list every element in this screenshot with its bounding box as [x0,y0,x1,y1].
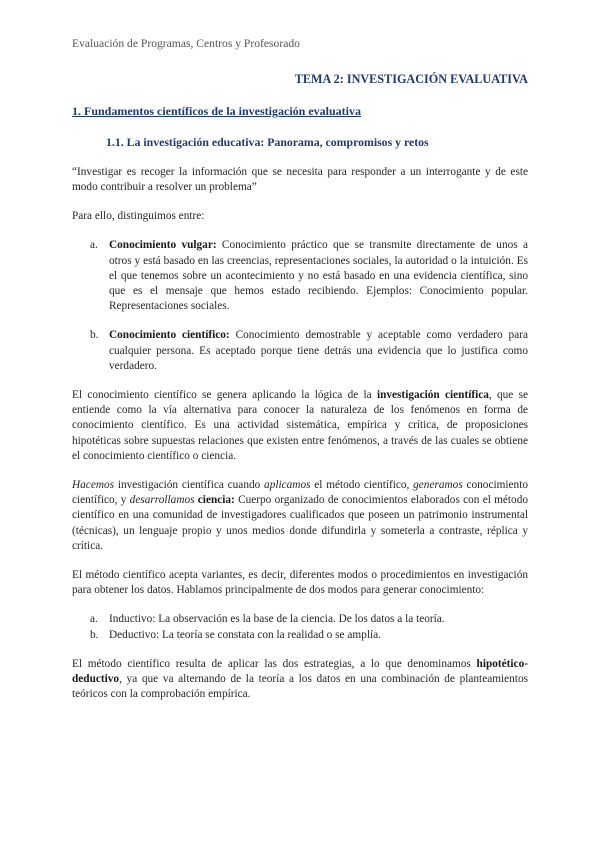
list-item [72,612,528,627]
list-text: Deductivo: La teoría se constata con la realidad o se amplía. [109,628,381,641]
method-variants-paragraph: El método científico acepta variantes, es decir, diferentes modos o procedimientos en investigación para obtener los datos. Hablamos principalmente de dos modos para generar conocimiento: [72,569,528,597]
section-title: 1. Fundamentos científicos de la investigación evaluativa [72,104,361,119]
text-run: investigación científica cuando [114,479,265,492]
bold-term: ciencia: [197,494,235,507]
text-run: El conocimiento científico se genera aplicando la lógica de la [72,389,377,402]
text-run: , ya que va alternando de la teoría a los datos en una combinación de planteamientos teóricos con la comprobación empírica. [72,673,528,701]
term-bold: Conocimiento vulgar: [109,239,217,252]
methods-list [72,612,528,642]
hypothetico-deductive-paragraph [72,657,528,703]
tema-title: TEMA 2: INVESTIGACIÓN EVALUATIVA [294,72,528,87]
knowledge-types-list [72,238,528,374]
list-item [72,328,528,374]
list-item [72,628,528,643]
list-marker: b. [90,329,99,342]
running-header: Evaluación de Programas, Centros y Profesorado [72,37,300,50]
list-marker: a. [90,613,98,626]
list-marker: b. [90,628,99,641]
term-definition: Conocimiento práctico que se transmite directamente de unos a otros y está basado en las creencias, representaciones sociales, la autoridad o la intuición. Es el que tenemos sobre un acontecimiento y no está basado en una evidencia científica, sino que es el mensaje que hemos estado recibiendo. Ejemplos: Conocimiento popular. Representaciones sociales. [109,239,528,313]
italic-term: aplicamos [264,479,311,492]
text-run: El método científico resulta de aplicar las dos estrategias, a lo que denominamos [72,657,477,670]
scientific-research-paragraph [72,388,528,464]
bold-term: investigación científica [376,389,489,402]
quote-paragraph: “Investigar es recoger la información que se necesita para responder a un interrogante y de este modo contribuir a resolver un problema” [72,165,528,194]
text-run: , que se entiende como la vía alternativa para conocer la naturaleza de los fenómenos en forma de conocimiento científico. Es una actividad sistemática, empírica y crítica, de proposiciones hipotéticas sobre supuestas relaciones que existen entre fenómenos, a través de las cuales se obtiene el conocimiento científico o ciencia. [72,389,529,462]
list-item [72,238,528,314]
research-verbs-paragraph [72,478,528,554]
text-run: Cuerpo organizado de conocimientos elaborados con el método científico en una comunidad de investigadores cualificados que poseen un patrimonio instrumental (técnicas), un lenguaje propio y unos medios donde difundirla y someterla a contraste, réplica y crítica. [72,494,528,552]
bold-term: hipotético-deductivo [72,657,528,686]
intro-paragraph: Para ello, distinguimos entre: [72,210,205,223]
italic-term: Hacemos [72,479,115,492]
text-run: el método científico, [310,479,414,492]
list-text: Inductivo: La observación es la base de la ciencia. De los datos a la teoría. [109,613,445,626]
list-marker: a. [90,239,98,252]
term-bold: Conocimiento científico: [109,329,230,342]
subsection-title: 1.1. La investigación educativa: Panorama, compromisos y retos [106,134,429,149]
text-run: conocimiento científico, y [72,479,528,507]
italic-term: desarrollamos [129,494,195,507]
italic-term: generamos [413,479,463,492]
term-definition: Conocimiento demostrable y aceptable como verdadero para cualquier persona. Es aceptado porque tiene detrás una evidencia que lo justifica como verdadero. [109,329,528,372]
